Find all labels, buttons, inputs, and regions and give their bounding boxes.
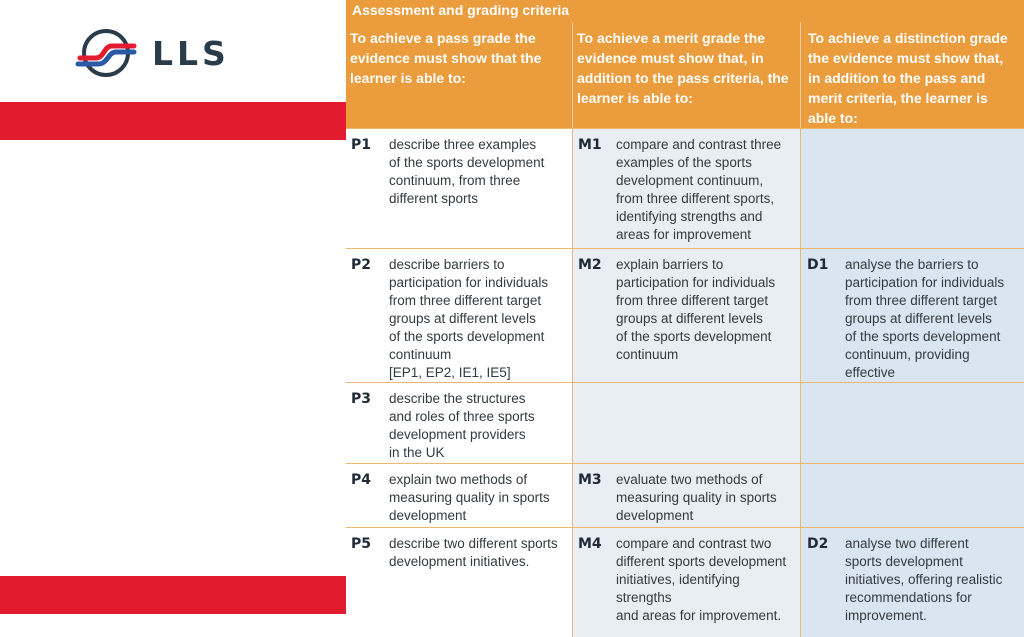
merit-cell [573,248,801,382]
header-distinction: To achieve a distinction grade the evidence must show that, in addition to the pass and merit criteria, the learner is able to: [801,22,1024,128]
distinction-cell [801,527,1024,637]
criterion-code: P3 [351,391,372,407]
criterion-text: analyse the barriers to participation for individuals from three different target groups at different levels of the sports development continuum, providing effective [845,257,1005,380]
table-title: Assessment and grading criteria [346,0,1024,22]
criterion-text: describe the structures and roles of three sports development providers in the UK [389,391,535,460]
criterion-text: compare and contrast two different sports development initiatives, identifying strengths and areas for improvement. [616,536,787,623]
merit-cell [573,527,801,637]
criterion-text: describe barriers to participation for individuals from three different target groups at different levels of the sports development continuum [EP1, EP2, IE1, IE5] [389,257,549,380]
criterion-text: describe three examples of the sports development continuum, from three different sports [389,137,545,206]
brand-logo [74,26,230,80]
criterion-text: analyse two different sports development initiatives, offering realistic recommendations for improvement. [845,536,1003,623]
criterion-code: P4 [351,472,372,488]
red-band-bottom [0,576,346,614]
pass-cell [346,527,573,637]
criterion-code: M1 [578,137,602,153]
red-band-top [0,102,346,140]
merit-cell [573,382,801,463]
header-merit: To achieve a merit grade the evidence must show that, in addition to the pass criteria, the learner is able to: [573,22,801,128]
header-pass: To achieve a pass grade the evidence must show that the learner is able to: [346,22,573,128]
criterion-text: compare and contrast three examples of the sports development continuum, from three different sports, identifying strengths and areas for improvement [616,137,782,242]
left-panel [0,0,346,614]
criterion-code: M4 [578,536,602,552]
table-row [346,382,1024,463]
merit-cell [573,463,801,527]
table-header-row [346,22,1024,128]
criterion-code: P5 [351,536,372,552]
table-row [346,463,1024,527]
distinction-cell [801,248,1024,382]
criterion-code: P1 [351,137,372,153]
table-row [346,527,1024,637]
distinction-cell [801,128,1024,248]
pass-cell [346,382,573,463]
table-row [346,128,1024,248]
table-row [346,248,1024,382]
criterion-code: M2 [578,257,602,273]
criterion-code: P2 [351,257,372,273]
pass-cell [346,248,573,382]
grading-criteria-table [346,0,1024,623]
criterion-code: D2 [807,536,829,552]
pass-cell [346,463,573,527]
brand-name: LLS [152,33,230,73]
criterion-code: D1 [807,257,829,273]
distinction-cell [801,382,1024,463]
criterion-text: explain two methods of measuring quality in sports development [389,472,550,523]
merit-cell [573,128,801,248]
criterion-text: evaluate two methods of measuring quality in sports development [616,472,777,523]
criterion-text: describe two different sports development initiatives. [389,536,558,569]
distinction-cell [801,463,1024,527]
pass-cell [346,128,573,248]
criterion-text: explain barriers to participation for individuals from three different target groups at different levels of the sports development continuum [616,257,776,362]
criterion-code: M3 [578,472,602,488]
lls-logo-icon [74,26,138,80]
